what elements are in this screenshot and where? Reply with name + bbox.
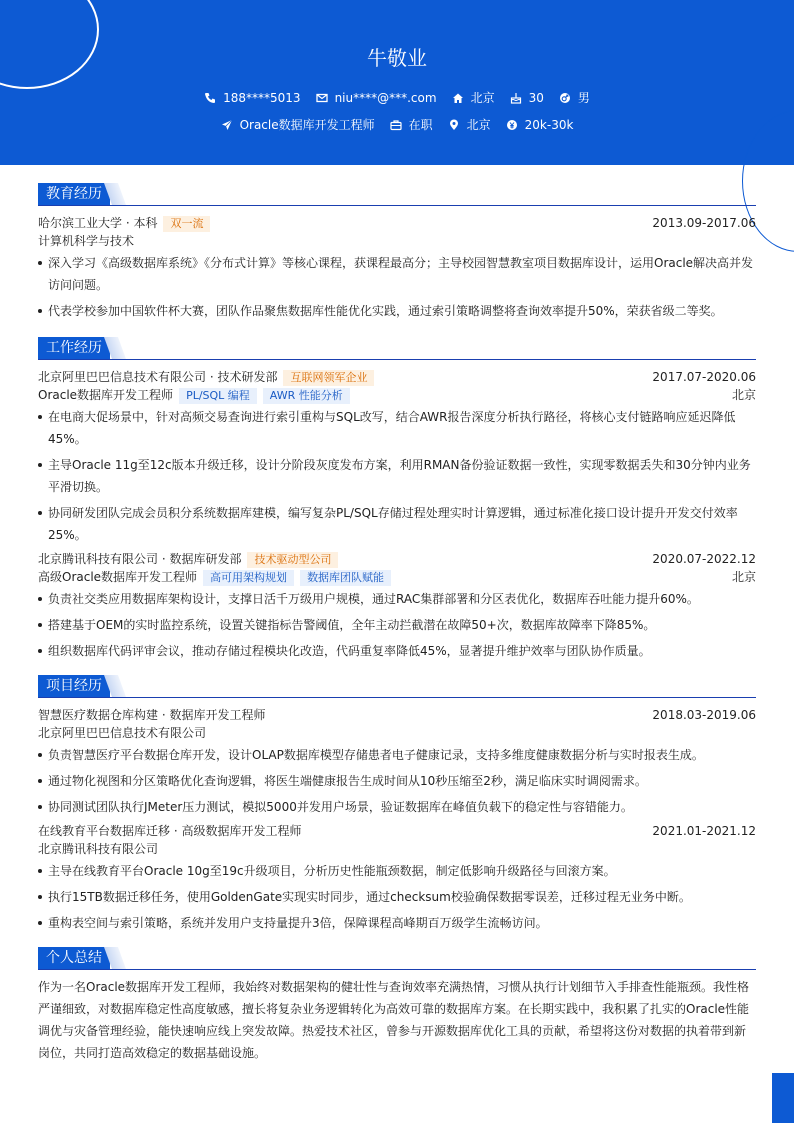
section-title: 工作经历 <box>38 337 110 359</box>
project-company-line <box>38 724 756 742</box>
project-company: 北京阿里巴巴信息技术有限公司 <box>38 726 207 740</box>
list-item: 主导Oracle 11g至12c版本升级迁移，设计分阶段灰度发布方案，利用RMAN备份验证数据一致性，实现零数据丢失和30分钟内业务平滑切换。 <box>38 454 756 498</box>
employment-status-text: 在职 <box>408 118 433 132</box>
resume-header <box>0 0 794 165</box>
project-company-line <box>38 840 756 858</box>
skill-tag: AWR 性能分析 <box>263 388 350 404</box>
job-city: 北京 <box>731 570 756 584</box>
section-header <box>38 337 756 360</box>
location-pin-icon <box>448 119 460 131</box>
gender-info <box>559 89 590 106</box>
target-position-text: Oracle数据库开发工程师 <box>239 118 375 132</box>
project-company: 北京腾讯科技有限公司 <box>38 842 159 856</box>
list-item: 组织数据库代码评审会议，推动存储过程模块化改造，代码重复率降低45%，显著提升维护效率与团队协作质量。 <box>38 640 756 662</box>
list-item: 重构表空间与索引策略，系统并发用户支持量提升3倍，保障课程高峰期百万级学生流畅访问。 <box>38 912 756 934</box>
age-text: 30 <box>528 90 544 105</box>
project-header-line <box>38 706 756 724</box>
project-name: 在线教育平台数据库迁移 · 高级数据库开发工程师 <box>38 824 302 838</box>
money-icon <box>506 119 518 131</box>
decorative-corner-block <box>772 1073 794 1123</box>
list-item: 协同研发团队完成会员积分系统数据库建模，编写复杂PL/SQL存储过程处理实时计算逻辑，通过标准化接口设计提升开发交付效率25%。 <box>38 502 756 546</box>
list-item: 深入学习《高级数据库系统》《分布式计算》等核心课程，获课程最高分；主导校园智慧教室项目数据库设计，运用Oracle解决高并发访问问题。 <box>38 252 756 296</box>
gender-icon <box>559 92 571 104</box>
company-tag: 技术驱动型公司 <box>247 552 338 568</box>
gender-text: 男 <box>577 91 590 105</box>
section-title: 个人总结 <box>38 947 110 969</box>
school-tag: 双一流 <box>163 216 210 232</box>
major-line <box>38 232 756 250</box>
school-name: 哈尔滨工业大学 · 本科 <box>38 216 158 230</box>
summary-section <box>38 947 756 1064</box>
project-date: 2018.03-2019.06 <box>652 708 756 722</box>
job-role: 高级Oracle数据库开发工程师 <box>38 570 198 584</box>
section-title: 教育经历 <box>38 183 110 205</box>
briefcase-icon <box>390 119 402 131</box>
company-tag: 互联网领军企业 <box>283 370 374 386</box>
list-item: 负责智慧医疗平台数据仓库开发，设计OLAP数据库模型存储患者电子健康记录，支持多维度健康数据分析与实时报表生成。 <box>38 744 756 766</box>
job-role-line <box>38 386 756 404</box>
job-bullets <box>38 588 756 662</box>
list-item: 通过物化视图和分区策略优化查询逻辑，将医生端健康报告生成时间从10秒压缩至2秒，满足临床实时调阅需求。 <box>38 770 756 792</box>
projects-section <box>38 675 756 938</box>
contact-row <box>0 89 794 106</box>
company-name: 北京阿里巴巴信息技术有限公司 · 技术研发部 <box>38 370 278 384</box>
list-item: 协同测试团队执行JMeter压力测试，模拟5000并发用户场景，验证数据库在峰值负载下的稳定性与容错能力。 <box>38 796 756 818</box>
skill-tag: 高可用架构规划 <box>203 570 294 586</box>
job-date: 2017.07-2020.06 <box>652 370 756 384</box>
skill-tag: 数据库团队赋能 <box>300 570 391 586</box>
project-header-line <box>38 822 756 840</box>
email-text: niu****@***.com <box>334 90 437 105</box>
summary-text: 作为一名Oracle数据库开发工程师，我始终对数据架构的健壮性与查询效率充满热情，习惯从执行计划细节入手排查性能瓶颈。我性格严谨细致，对数据库稳定性高度敏感，擅长将复杂业务逻辑转化为高效可靠的数据库方案。在长期实践中，我积累了扎实的Oracle性能调优与灾备管理经验，能快速响应线上突发故障。热爱技术社区，曾参与开源数据库优化工具的贡献，希望将这份对数据的执着带到新岗位，共同打造高效稳定的数据基础设施。 <box>38 980 750 1060</box>
target-city-info <box>448 116 491 133</box>
cake-icon <box>510 92 522 104</box>
project-bullets <box>38 744 756 818</box>
target-city-text: 北京 <box>466 118 491 132</box>
phone-icon <box>204 92 216 104</box>
age-info <box>510 89 544 106</box>
education-date: 2013.09-2017.06 <box>652 216 756 230</box>
hometown-text: 北京 <box>470 91 495 105</box>
job-intent-row <box>0 116 794 133</box>
mail-icon <box>316 92 328 104</box>
list-item: 在电商大促场景中，针对高频交易查询进行索引重构与SQL改写，结合AWR报告深度分析执行路径，将核心支付链路响应延迟降低45%。 <box>38 406 756 450</box>
salary-info <box>506 116 574 133</box>
major: 计算机科学与技术 <box>38 234 135 248</box>
section-title: 项目经历 <box>38 675 110 697</box>
email-info <box>316 89 437 106</box>
list-item: 负责社交类应用数据库架构设计，支撑日活千万级用户规模，通过RAC集群部署和分区表优化，数据库吞吐能力提升60%。 <box>38 588 756 610</box>
send-icon <box>221 119 233 131</box>
job-header-line <box>38 368 756 386</box>
section-header <box>38 947 756 970</box>
education-bullets <box>38 252 756 322</box>
section-header <box>38 675 756 698</box>
hometown-info <box>452 89 495 106</box>
target-position-info <box>221 116 375 133</box>
company-name: 北京腾讯科技有限公司 · 数据库研发部 <box>38 552 242 566</box>
project-bullets <box>38 860 756 934</box>
employment-status-info <box>390 116 433 133</box>
list-item: 搭建基于OEM的实时监控系统，设置关键指标告警阈值，全年主动拦截潜在故障50+次，数据库故障率下降85%。 <box>38 614 756 636</box>
list-item: 执行15TB数据迁移任务，使用GoldenGate实现实时同步，通过checksum校验确保数据零误差，迁移过程无业务中断。 <box>38 886 756 908</box>
job-header-line <box>38 550 756 568</box>
skill-tag: PL/SQL 编程 <box>179 388 257 404</box>
education-header-line <box>38 214 756 232</box>
home-icon <box>452 92 464 104</box>
job-role: Oracle数据库开发工程师 <box>38 388 174 402</box>
section-header <box>38 183 756 206</box>
work-section <box>38 337 756 666</box>
job-date: 2020.07-2022.12 <box>652 552 756 566</box>
list-item: 代表学校参加中国软件杯大赛，团队作品聚焦数据库性能优化实践，通过索引策略调整将查询效率提升50%，荣获省级二等奖。 <box>38 300 756 322</box>
salary-text: 20k-30k <box>524 117 574 132</box>
list-item: 主导在线教育平台Oracle 10g至19c升级项目，分析历史性能瓶颈数据，制定低影响升级路径与回滚方案。 <box>38 860 756 882</box>
job-bullets <box>38 406 756 546</box>
project-name: 智慧医疗数据仓库构建 · 数据库开发工程师 <box>38 708 266 722</box>
phone-text: 188****5013 <box>223 90 301 105</box>
job-role-line <box>38 568 756 586</box>
job-city: 北京 <box>731 388 756 402</box>
education-section <box>38 183 756 326</box>
candidate-name: 牛敬业 <box>367 46 427 70</box>
project-date: 2021.01-2021.12 <box>652 824 756 838</box>
phone-info <box>204 89 300 106</box>
